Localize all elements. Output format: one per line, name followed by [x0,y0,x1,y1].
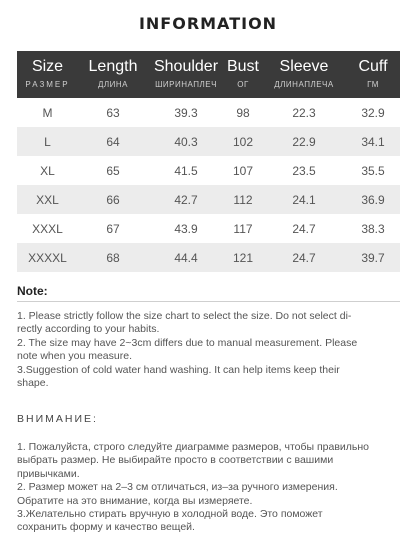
russian-notes [17,441,397,535]
header-size-label: Size [31,58,64,75]
header-sleeve-label: Sleeve [279,58,329,75]
cell-bust: 107 [232,163,254,178]
header-cuff-label: Cuff [358,58,388,75]
table-row [17,98,400,127]
page-title: INFORMATION [138,14,278,33]
cell-length: 66 [106,192,120,207]
cell-shoulder: 42.7 [174,192,198,207]
cell-shoulder: 40.3 [174,134,198,149]
cell-length: 64 [106,134,120,149]
table-row [17,214,400,243]
cell-size: L [44,134,51,149]
note-line: shape. [17,377,49,390]
cell-size: M [42,105,53,120]
table-header [17,51,400,98]
note-line: 3.Suggestion of cold water hand washing. It can help items keep their [17,363,340,376]
cell-size: XXXXL [28,250,67,265]
cell-cuff: 38.3 [361,221,385,236]
header-sleeve [262,51,346,98]
cell-bust: 112 [233,192,253,207]
header-bust-label: Bust [226,58,259,75]
cell-sleeve: 24.7 [292,250,316,265]
header-length-label: Length [88,58,138,75]
note-line: rectly according to your habits. [17,323,160,336]
header-shoulder-sublabel: ШИРИНАПЛЕЧ [155,80,217,89]
cell-length: 68 [106,250,120,265]
header-shoulder [148,51,224,98]
note-line: выбрать размер. Не выбирайте просто в соответствии с вашими [17,454,334,467]
cell-cuff: 39.7 [361,250,385,265]
header-length-sublabel: ДЛИНА [97,80,129,89]
header-sleeve-sublabel: ДЛИНАПЛЕЧА [274,80,334,89]
cell-sleeve: 23.5 [292,163,316,178]
table-row [17,156,400,185]
header-size [17,51,78,98]
cell-cuff: 36.9 [361,192,385,207]
cell-size: XXL [36,192,59,207]
cell-cuff: 32.9 [361,105,385,120]
cell-shoulder: 41.5 [174,163,198,178]
cell-shoulder: 39.3 [174,105,198,120]
note-heading: Note: [17,284,48,298]
cell-bust: 117 [233,221,253,236]
header-shoulder-label: Shoulder [153,58,219,75]
cell-cuff: 34.1 [361,134,385,149]
cell-sleeve: 22.3 [292,105,316,120]
cell-sleeve: 24.1 [292,192,316,207]
note-line: привычками. [17,467,80,480]
header-cuff-sublabel: ГМ [367,80,379,89]
cell-bust: 98 [236,105,250,120]
note-line: 2. Размер может на 2–3 см отличаться, из–за ручного измерения. [17,481,338,494]
cell-shoulder: 44.4 [174,250,198,265]
header-bust-sublabel: ОГ [237,80,249,89]
table-row [17,185,400,214]
cell-length: 67 [106,221,120,236]
english-notes [17,310,397,390]
divider [17,301,400,302]
cell-sleeve: 22.9 [292,134,316,149]
cell-bust: 121 [232,250,254,265]
note-line: 3.Желательно стирать вручную в холодной воде. Это поможет [17,508,323,521]
note-line: 1. Пожалуйста, строго следуйте диаграмме размеров, чтобы правильно [17,441,370,453]
note-line: Обратите на это внимание, когда вы измеряете. [17,494,253,507]
cell-shoulder: 43.9 [174,221,198,236]
note-line: note when you measure. [17,350,132,363]
cell-length: 63 [106,105,120,120]
size-chart-table [17,51,400,272]
cell-cuff: 35.5 [361,163,385,178]
cell-size: XXXL [32,221,63,236]
note-line: 2. The size may have 2~3cm differs due to manual measurement. Please [17,336,358,349]
table-body [17,98,400,272]
cell-bust: 102 [232,134,254,149]
table-row [17,243,400,272]
cell-size: XL [40,163,55,178]
russian-note-heading: ВНИМАНИЕ: [17,413,98,425]
table-row [17,127,400,156]
note-line: 1. Please strictly follow the size chart to select the size. Do not select di- [17,310,352,322]
note-line: сохранить форму и качество вещей. [17,521,195,534]
header-length [78,51,148,98]
header-size-sublabel: РАЗМЕР [25,80,70,89]
header-bust [224,51,262,98]
cell-length: 65 [106,163,120,178]
header-cuff [346,51,400,98]
cell-sleeve: 24.7 [292,221,316,236]
